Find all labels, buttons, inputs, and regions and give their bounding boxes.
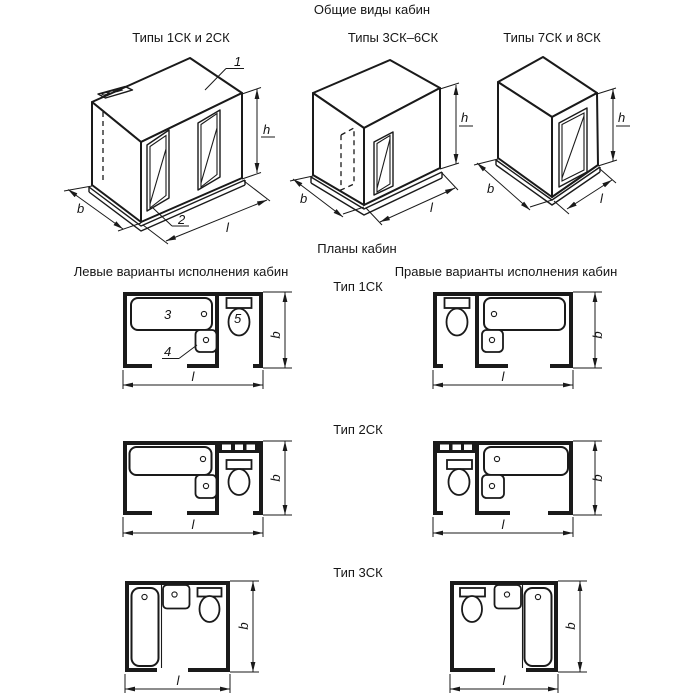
bathtub	[130, 447, 212, 475]
washbasin	[482, 330, 503, 352]
dim-b	[573, 292, 605, 368]
washbasin	[196, 475, 217, 498]
callout-3-label: 3	[164, 307, 172, 322]
callout-5-label: 5	[234, 311, 242, 326]
dim-l-label: l	[191, 369, 195, 384]
cabin-body	[89, 58, 245, 231]
plan-type-1sk-label: Тип 1СК	[333, 279, 383, 294]
dim-b	[558, 581, 587, 672]
plan-3sk-right	[437, 576, 597, 698]
dim-l-label: l	[226, 220, 229, 235]
dim-l-label: l	[176, 673, 180, 688]
plans-section-title: Планы кабин	[317, 241, 397, 256]
iso-view-types-1sk-2sk	[60, 50, 290, 250]
plan-3sk-left	[112, 576, 272, 698]
plan-type-3sk-label: Тип 3СК	[333, 565, 383, 580]
bathtub	[132, 588, 159, 666]
dim-l-label: l	[430, 200, 433, 215]
plan-type-2sk-label: Тип 2СК	[333, 422, 383, 437]
vent-block	[433, 441, 479, 453]
callout-1-label: 1	[234, 54, 242, 69]
dim-h-label: h	[461, 110, 469, 125]
dim-b	[263, 441, 292, 515]
dim-l-label: l	[502, 673, 506, 688]
bathtub	[131, 298, 212, 330]
toilet	[198, 588, 222, 622]
right-variants-header: Правые варианты исполнения кабин	[394, 264, 618, 279]
dim-b-label: b	[590, 331, 605, 339]
dim-b-label: b	[236, 622, 251, 630]
washbasin	[196, 330, 217, 352]
washbasin	[482, 475, 504, 498]
view-title-7sk-8sk: Типы 7СК и 8СК	[503, 30, 601, 45]
dim-b-label: b	[268, 331, 283, 339]
washbasin	[495, 585, 522, 609]
dim-h	[440, 83, 473, 169]
dim-l	[433, 369, 573, 389]
bathtub	[525, 588, 552, 666]
plan-2sk-right	[420, 436, 610, 542]
dim-b-label: b	[268, 474, 283, 482]
dim-l-label: l	[600, 191, 603, 206]
view-title-1sk-2sk: Типы 1СК и 2СК	[132, 30, 230, 45]
dim-l	[433, 517, 573, 537]
toilet	[445, 298, 470, 336]
vent-block	[215, 441, 263, 453]
dim-l-label: l	[501, 517, 505, 532]
dim-b	[573, 441, 605, 515]
dim-b-label: b	[300, 191, 308, 206]
dim-b-label: b	[590, 474, 605, 482]
callout-washbasin	[162, 344, 197, 359]
plan-1sk-left	[110, 286, 300, 392]
left-variants-header: Левые варианты исполнения кабин	[73, 264, 289, 279]
dim-b-label: b	[563, 622, 578, 630]
callout-4-label: 4	[164, 344, 172, 359]
washbasin	[163, 585, 190, 609]
page-title: Общие виды кабин	[313, 2, 431, 17]
dim-b-label: b	[77, 201, 85, 216]
plan-2sk-left	[110, 436, 300, 542]
bathtub	[484, 298, 565, 330]
dim-l	[125, 673, 230, 693]
dim-b-label: b	[487, 181, 495, 196]
dim-l	[123, 369, 263, 389]
view-title-3sk-6sk: Типы 3СК–6СК	[347, 30, 439, 45]
toilet	[227, 460, 252, 495]
bathtub	[484, 447, 568, 475]
dim-h	[597, 88, 630, 166]
dim-l-label: l	[501, 369, 505, 384]
dim-h-label: h	[263, 122, 271, 137]
dim-h-label: h	[618, 110, 626, 125]
callout-2-label: 2	[178, 212, 186, 227]
iso-view-types-3sk-6sk	[290, 50, 470, 245]
dim-h	[242, 88, 275, 180]
dim-b	[263, 292, 292, 368]
iso-view-types-7sk-8sk	[470, 50, 635, 245]
toilet	[460, 588, 485, 622]
dim-l	[450, 673, 558, 693]
plan-1sk-right	[420, 286, 610, 392]
dim-l-label: l	[191, 517, 195, 532]
toilet	[447, 460, 472, 495]
dim-b	[230, 581, 259, 672]
dim-l	[123, 517, 263, 537]
